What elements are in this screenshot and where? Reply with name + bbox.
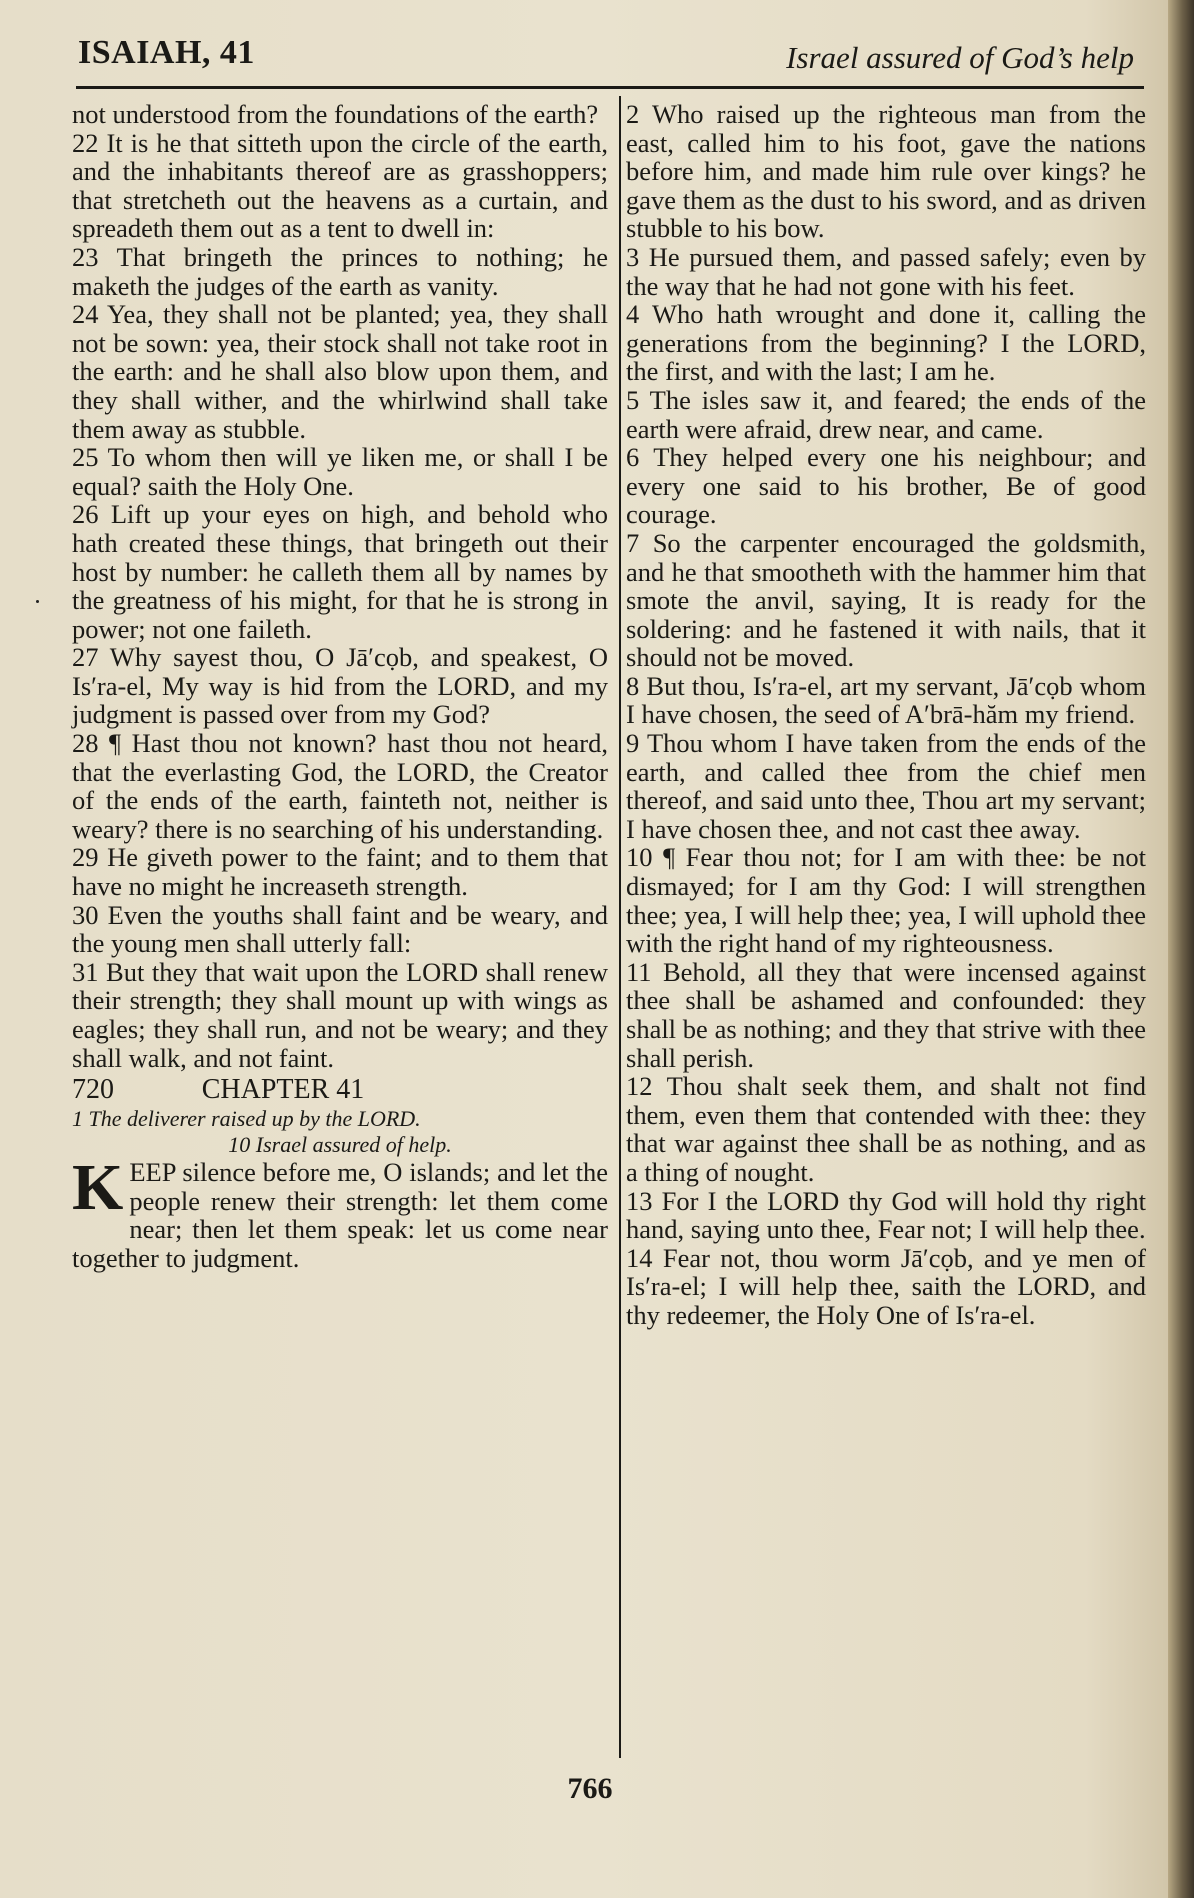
chapter-summary: 1 The deliverer raised up by the LORD. (72, 1106, 421, 1132)
verse: 29 He giveth power to the faint; and to them that have no might he increaseth strength. (72, 842, 608, 902)
verse-1-text: EEP silence before me, O islands; and let the people renew their strength: let them come near; then let them speak: let us come near together to judgment. (72, 1157, 608, 1273)
running-head-book: ISAIAH, 41 (78, 34, 255, 71)
right-column (626, 100, 1146, 1330)
verse: 14 Fear not, thou worm Jā′cọb, and ye men of Is′ra-el; I will help thee, saith the LORD, and thy redeemer, the Holy One of Is′ra-el. (626, 1242, 1146, 1330)
chapter-heading (72, 1074, 452, 1106)
verse: 23 That bringeth the princes to nothing; he maketh the judges of the earth as vanity. (72, 241, 608, 301)
verse: 28 ¶ Hast thou not known? hast thou not heard, that the everlasting God, the LORD, the Creator of the ends of the earth, fainteth not, neither is weary? there is no searching of his understanding. (72, 728, 608, 844)
verse: 22 It is he that sitteth upon the circle of the earth, and the inhabitants thereof are as grasshoppers; that stretcheth out the heavens as a curtain, and spreadeth them out as a tent to dwell in: (72, 127, 608, 244)
verse: 26 Lift up your eyes on high, and behold who hath created these things, that bringeth out their host by number: he calleth them all by names by the greatness of his might, for that he is strong in power; not one faileth. (72, 499, 608, 644)
verse: 7 So the carpenter encouraged the goldsmith, and he that smootheth with the hammer him that smote the anvil, saying, It is ready for the soldering: and he fastened it with nails, that it should not be moved. (626, 527, 1146, 673)
verse: 5 The isles saw it, and feared; the ends of the earth were afraid, drew near, and came. (626, 384, 1146, 444)
header-rule (76, 86, 1144, 89)
verse-1 (72, 1151, 608, 1273)
verse: 9 Thou whom I have taken from the ends of the earth, and called thee from the chief men thereof, and said unto thee, Thou art my servant; I have chosen thee, and not cast thee away. (626, 728, 1146, 844)
chapter-summary: 10 Israel assured of help. (228, 1132, 452, 1158)
verse: 25 To whom then will ye liken me, or shall I be equal? saith the Holy One. (72, 442, 608, 501)
verse: 12 Thou shalt seek them, and shalt not find them, even them that contended with thee: they that war against thee shall be as nothing, and as a thing of nought. (626, 1071, 1146, 1187)
page-edge-shadow (1168, 0, 1194, 1898)
verse: 2 Who raised up the righteous man from the east, called him to his foot, gave the nations before him, and made him rule over kings? he gave them as the dust to his sword, and as driven stubble to his bow. (626, 99, 1146, 244)
ink-speck (36, 600, 39, 603)
verse: 4 Who hath wrought and done it, calling the generations from the beginning? I the LORD, the first, and with the last; I am he. (626, 299, 1146, 387)
verse: 24 Yea, they shall not be planted; yea, they shall not be sown: yea, their stock shall not take root in the earth: and he shall also blow upon them, and they shall wither, and the whirlwind shall take them away as stubble. (72, 299, 608, 444)
verse: 11 Behold, all they that were incensed against thee shall be ashamed and confounded: they shall be as nothing; and they that strive with thee shall perish. (626, 956, 1146, 1073)
verse: 30 Even the youths shall faint and be weary, and the young men shall utterly fall: (72, 899, 608, 959)
verse: not understood from the foundations of the earth? (72, 99, 599, 129)
verse: 3 He pursued them, and passed safely; even by the way that he had not gone with his feet. (626, 241, 1146, 301)
verse: 6 They helped every one his neighbour; and every one said to his brother, Be of good courage. (626, 442, 1146, 530)
page-number: 766 (567, 1772, 613, 1805)
verse: 13 For I the LORD thy God will hold thy right hand, saying unto thee, Fear not; I will help thee. (626, 1185, 1146, 1245)
verse: 10 ¶ Fear thou not; for I am with thee: be not dismayed; for I am thy God: I will strengthen thee; yea, I will help thee; yea, I will uphold thee with the right hand of my righteousness. (626, 842, 1146, 959)
left-column (72, 100, 608, 1273)
chapter-title: CHAPTER 41 (201, 1074, 365, 1106)
verse: 8 But thou, Is′ra-el, art my servant, Jā′cọb whom I have chosen, the seed of A′brā-hăm my friend. (626, 670, 1146, 730)
chapter-page-ref: 720 (72, 1074, 114, 1106)
verse: 31 But they that wait upon the LORD shall renew their strength; they shall mount up with wings as eagles; they shall run, and not be weary; and they shall walk, and not faint. (72, 956, 608, 1073)
running-head-topic: Israel assured of God’s help (786, 40, 1134, 75)
verse: 27 Why sayest thou, O Jā′cọb, and speakest, O Is′ra-el, My way is hid from the LORD, and my judgment is passed over from my God? (72, 642, 608, 730)
column-divider (619, 96, 621, 1758)
drop-cap: K (72, 1151, 124, 1225)
